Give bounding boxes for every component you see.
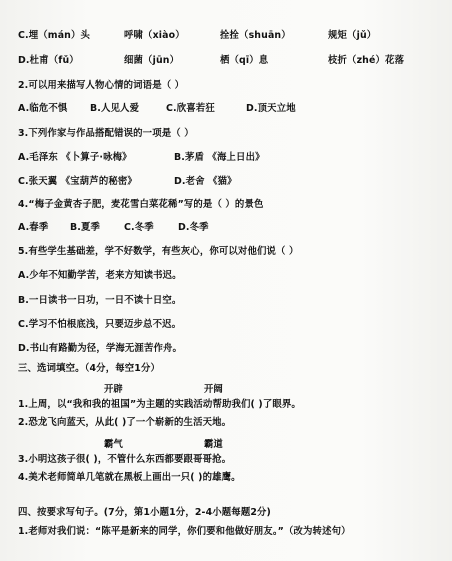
fill-blank-1: 1.上周，以“我和我的祖国”为主题的实践活动帮助我们( )了眼界。 xyxy=(18,399,301,410)
q4-option-a: A.春季 xyxy=(18,222,49,233)
q2-option-c: C.欣喜若狂 xyxy=(166,103,215,114)
q2-option-a: A.临危不惧 xyxy=(18,103,68,114)
fill-blank-4: 4.美术老师简单几笔就在黑板上画出一只( )的雄鹰。 xyxy=(18,472,241,483)
rewrite-question-1: 1.老师对我们说：“陈平是新来的同学，你们要和他做好朋友。”（改为转述句） xyxy=(18,526,351,537)
word-option-2: 开阔 xyxy=(204,384,223,395)
word-option-1: 开辟 xyxy=(104,384,123,395)
question-4: 4.“梅子金黄杏子肥，麦花雪白菜花稀”写的是（ ）的景色 xyxy=(18,199,264,210)
q5-option-b: B.一日读书一日功，一日不读十日空。 xyxy=(18,295,182,306)
q5-option-a: A.少年不知勤学苦，老来方知读书迟。 xyxy=(18,270,182,281)
q4-option-b: B.夏季 xyxy=(70,222,101,233)
q2-option-b: B.人见人爱 xyxy=(90,103,140,114)
section-3-title: 三、选词填空。（4分，每空1分） xyxy=(18,363,161,374)
question-5: 5.有些学生基础差，学不好数学，有些灰心，你可以对他们说（ ） xyxy=(18,246,299,257)
pinyin-line-d xyxy=(18,55,404,67)
q4-option-c: C.冬季 xyxy=(124,222,154,233)
question-3-options-ab xyxy=(18,152,265,164)
q3-option-b: B.茅盾 《海上日出》 xyxy=(174,152,265,163)
option-d2: 细菌（jūn） xyxy=(124,55,180,66)
q3-option-c: C.张天翼 《宝葫芦的秘密》 xyxy=(18,176,137,187)
fill-blank-3: 3.小明这孩子很( )，不管什么东西都要跟哥哥抢。 xyxy=(18,454,232,465)
option-d3: 栖（qī）息 xyxy=(220,55,269,66)
q2-option-d: D.顶天立地 xyxy=(246,103,296,114)
question-3: 3.下列作家与作品搭配错误的一项是（ ） xyxy=(18,128,194,139)
question-3-options-cd xyxy=(18,176,237,188)
q5-option-c: C.学习不怕根底浅，只要迈步总不迟。 xyxy=(18,319,182,330)
option-c1: C.埋（mán）头 xyxy=(18,30,91,41)
word-option-4: 霸道 xyxy=(204,439,223,450)
word-option-3: 霸气 xyxy=(104,439,123,450)
q3-option-a: A.毛泽东 《卜算子·咏梅》 xyxy=(18,152,132,163)
section-4-title: 四、按要求写句子。(7分，第1小题1分，2-4小题每题2分) xyxy=(18,507,271,518)
pinyin-line-c xyxy=(18,30,376,42)
option-d1: D.杜甫（fǔ） xyxy=(18,55,79,66)
question-2-options xyxy=(18,103,296,115)
q4-option-d: D.冬季 xyxy=(178,222,209,233)
question-4-options xyxy=(18,222,209,234)
option-c4: 规矩（jǔ） xyxy=(328,30,377,41)
q3-option-d: D.老舍 《猫》 xyxy=(174,176,237,187)
option-c3: 拴拴（shuān） xyxy=(220,30,291,41)
fill-blank-2: 2.恐龙飞向蓝天，从此( )了一个崭新的生活天地。 xyxy=(18,417,232,428)
option-d4: 枝折（zhé）花落 xyxy=(328,55,405,66)
q5-option-d: D.书山有路勤为径，学海无涯苦作舟。 xyxy=(18,343,183,354)
question-2: 2.可以用来描写人物心情的词语是（ ） xyxy=(18,80,185,91)
option-c2: 呼啸（xiào） xyxy=(124,30,185,41)
